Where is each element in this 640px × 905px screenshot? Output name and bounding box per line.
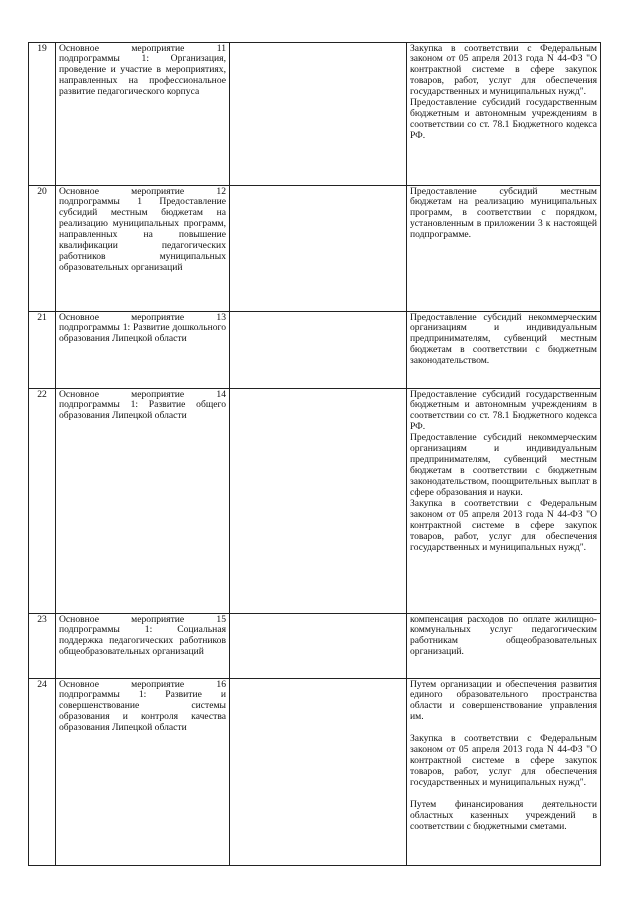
table-row — [29, 43, 601, 186]
measure-description: Основное мероприятие 14 подпрограммы 1: Развитие общего образования Липецкой области — [56, 389, 230, 614]
implementation-method — [407, 389, 601, 614]
table-row — [29, 679, 601, 866]
method-paragraph: Предоставление субсидий государственным бюджетным и автономным учреждениям в соответствии со ст. 78.1 Бюджетного кодекса РФ. — [410, 97, 597, 142]
table-row — [29, 312, 601, 389]
table-row — [29, 389, 601, 614]
implementation-method — [407, 43, 601, 186]
row-number: 23 — [29, 614, 56, 679]
measure-description: Основное мероприятие 16 подпрограммы 1: Развитие и совершенствование системы образования и контроля качества образования Липецкой области — [56, 679, 230, 866]
implementation-method — [407, 312, 601, 389]
document-page — [28, 42, 600, 866]
measure-description: Основное мероприятие 15 подпрограммы 1: Социальная поддержка педагогических работников общеобразовательных организаций — [56, 614, 230, 679]
row-number: 21 — [29, 312, 56, 389]
method-paragraph: Предоставление субсидий некоммерческим организациям и индивидуальным предпринимателям, субвенций местным бюджетам в соответствии с бюджетным законодательством, поощрительных выплат в сфере образования и науки. — [410, 432, 597, 499]
method-paragraph: Путем финансирования деятельности областных казенных учреждений в соответствии с бюджетными сметами. — [410, 799, 597, 832]
empty-cell — [230, 389, 407, 614]
method-paragraph: Предоставление субсидий государственным бюджетным и автономным учреждениям в соответствии со ст. 78.1 Бюджетного кодекса РФ. — [410, 388, 597, 433]
method-paragraph: Закупка в соответствии с Федеральным законом от 05 апреля 2013 года N 44-ФЗ "О контрактной системе в сфере закупок товаров, работ, услуг для обеспечения государственных и муниципальных нужд". — [410, 42, 597, 98]
table-row — [29, 186, 601, 312]
empty-cell — [230, 186, 407, 312]
method-paragraph: Закупка в соответствии с Федеральным законом от 05 апреля 2013 года N 44-ФЗ "О контрактной системе в сфере закупок товаров, работ, услуг для обеспечения государственных и муниципальных нужд". — [410, 733, 597, 789]
implementation-method — [407, 614, 601, 679]
method-paragraph: Путем организации и обеспечения развития единого образовательного пространства области и совершенствование управления им. — [410, 678, 597, 723]
measure-description: Основное мероприятие 12 подпрограммы 1 Предоставление субсидий местным бюджетам на реализацию муниципальных программ, направленных на повышение квалификации педагогических работников муниципальных образовательных организаций — [56, 186, 230, 312]
empty-cell — [230, 679, 407, 866]
row-number: 19 — [29, 43, 56, 186]
row-number: 22 — [29, 389, 56, 614]
row-number: 24 — [29, 679, 56, 866]
empty-cell — [230, 43, 407, 186]
table-body — [29, 43, 601, 866]
method-paragraph: Предоставление субсидий некоммерческим организациям и индивидуальным предпринимателям, субвенций местным бюджетам в соответствии с бюджетным законодательством. — [410, 311, 597, 367]
measure-description: Основное мероприятие 11 подпрограммы 1: Организация, проведение и участие в мероприятиях, направленных на профессиональное развитие педагогического корпуса — [56, 43, 230, 186]
measures-table — [28, 42, 601, 866]
empty-cell — [230, 614, 407, 679]
method-paragraph: Предоставление субсидий местным бюджетам на реализацию муниципальных программ, в соответствии с порядком, установленным в приложении 3 к настоящей подпрограмме. — [410, 185, 597, 241]
empty-cell — [230, 312, 407, 389]
measure-description: Основное мероприятие 13 подпрограммы 1: Развитие дошкольного образования Липецкой области — [56, 312, 230, 389]
implementation-method — [407, 186, 601, 312]
method-paragraph: Закупка в соответствии с Федеральным законом от 05 апреля 2013 года N 44-ФЗ "О контрактной системе в сфере закупок товаров, работ, услуг для обеспечения государственных и муниципальных нужд". — [410, 498, 597, 553]
method-paragraph: компенсация расходов по оплате жилищно-коммунальных услуг педагогическим работникам общеобразовательных организаций. — [410, 613, 597, 658]
implementation-method — [407, 679, 601, 866]
row-number: 20 — [29, 186, 56, 312]
table-row — [29, 614, 601, 679]
